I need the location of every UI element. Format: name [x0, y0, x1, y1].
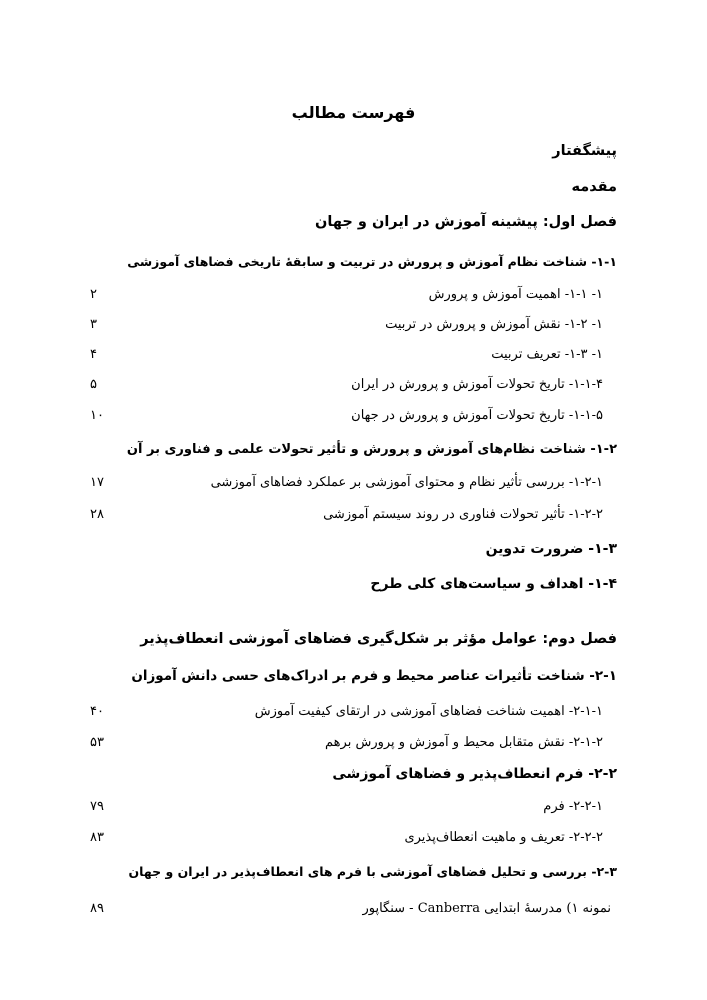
- toc-entry-text: ۲-۱-۱- اهمیت شناخت فضاهای آموزشی در ارتقای کیفیت آموزش: [254, 703, 603, 719]
- toc-title: فهرست مطالب: [291, 103, 416, 122]
- toc-entry-section-2-2: [90, 759, 617, 789]
- toc-entry-page: ۴۰: [90, 703, 104, 719]
- toc-entry-chapter-2: [90, 624, 617, 654]
- toc-entry-1-1-2: [90, 309, 617, 339]
- toc-entry-1-1-1: [90, 279, 617, 309]
- toc-entry-page: ۴: [90, 346, 97, 362]
- toc-entry-2-2-1: [90, 791, 617, 821]
- toc-entry-text: ۲-۲- فرم انعطاف‌پذیر و فضاهای آموزشی: [332, 766, 617, 782]
- toc-entry-page: ۲۸: [90, 506, 104, 522]
- toc-entry-2-1-1: [90, 696, 617, 726]
- toc-entry-page: ۵۳: [90, 734, 104, 750]
- toc-entry-section-1-1: [90, 246, 617, 276]
- toc-entry-text: ۱- ۱-۲- نقش آموزش و پرورش در تربیت: [385, 316, 603, 332]
- toc-entry-text: ۱- ۱-۱- اهمیت آموزش و پرورش: [428, 286, 603, 302]
- toc-entry-text: ۱-۲-۲- تأثیر تحولات فناوری در روند سیستم آموزشی: [323, 506, 603, 522]
- toc-entry-1-2-2: [90, 499, 617, 529]
- toc-entry-text: ۱-۱- شناخت نظام آموزش و پرورش در تربیت و سابقهٔ تاریخی فضاهای آموزشی: [127, 253, 617, 269]
- toc-entry-page: ۳: [90, 316, 97, 332]
- toc-entry-section-1-2: [90, 434, 617, 464]
- toc-entry-foreword: [90, 136, 617, 166]
- toc-entry-page: ۲: [90, 286, 97, 302]
- toc-entry-2-1-2: [90, 727, 617, 757]
- toc-entry-1-1-5: [90, 400, 617, 430]
- toc-entry-page: ۵: [90, 376, 97, 392]
- toc-entry-text: نمونه ۱) مدرسهٔ ابتدایی Canberra - سنگاپور: [362, 900, 611, 916]
- toc-entry-section-2-3: [90, 856, 617, 886]
- toc-entry-section-1-3: [90, 534, 617, 564]
- toc-entry-page: ۸۹: [90, 900, 104, 916]
- toc-entry-1-2-1: [90, 467, 617, 497]
- toc-entry-text: ۲-۱- شناخت تأثیرات عناصر محیط و فرم بر ادراک‌های حسی دانش آموزان: [131, 668, 617, 684]
- toc-entry-text: ۲-۲-۲- تعریف و ماهیت انعطاف‌پذیری: [404, 829, 603, 845]
- toc-entry-text: ۱-۳- ضرورت تدوین: [485, 541, 617, 557]
- toc-entry-text: ۲-۲-۱- فرم: [543, 798, 603, 814]
- toc-entry-text: فصل دوم: عوامل مؤثر بر شکل‌گیری فضاهای آموزشی انعطاف‌پذیر: [140, 631, 617, 647]
- toc-entry-section-1-4: [90, 569, 617, 599]
- toc-entry-text: ۱-۱-۵- تاریخ تحولات آموزش و پرورش در جهان: [351, 407, 603, 423]
- toc-entry-page: ۷۹: [90, 798, 104, 814]
- toc-entry-text: ۱-۴- اهداف و سیاست‌های کلی طرح: [370, 576, 617, 592]
- toc-entry-text: ۱-۲-۱- بررسی تأثیر نظام و محتوای آموزشی بر عملکرد فضاهای آموزشی: [210, 474, 603, 490]
- toc-entry-1-1-3: [90, 339, 617, 369]
- toc-entry-1-1-4: [90, 369, 617, 399]
- toc-entry-text: پیشگفتار: [552, 143, 617, 159]
- toc-entry-page: ۱۷: [90, 474, 104, 490]
- toc-entry-sample-1: [90, 893, 617, 923]
- toc-entry-section-2-1: [90, 661, 617, 691]
- toc-entry-text: ۲-۳- بررسی و تحلیل فضاهای آموزشی با فرم های انعطاف‌پذیر در ایران و جهان: [128, 863, 617, 879]
- toc-entry-2-2-2: [90, 822, 617, 852]
- toc-entry-page: ۱۰: [90, 407, 104, 423]
- toc-entry-text: ۱-۲- شناخت نظام‌های آموزش و پرورش و تأثیر تحولات علمی و فناوری بر آن: [126, 441, 617, 457]
- toc-entry-page: ۸۳: [90, 829, 104, 845]
- toc-entry-introduction: [90, 172, 617, 202]
- toc-entry-text: ۱-۱-۴- تاریخ تحولات آموزش و پرورش در ایران: [351, 376, 603, 392]
- toc-entry-chapter-1: [90, 207, 617, 237]
- toc-entry-text: فصل اول: پیشینه آموزش در ایران و جهان: [315, 214, 617, 230]
- toc-entry-text: مقدمه: [571, 179, 617, 195]
- toc-entry-text: ۲-۱-۲- نقش متقابل محیط و آموزش و پرورش برهم: [325, 734, 603, 750]
- toc-entry-text: ۱- ۱-۳- تعریف تربیت: [491, 346, 603, 362]
